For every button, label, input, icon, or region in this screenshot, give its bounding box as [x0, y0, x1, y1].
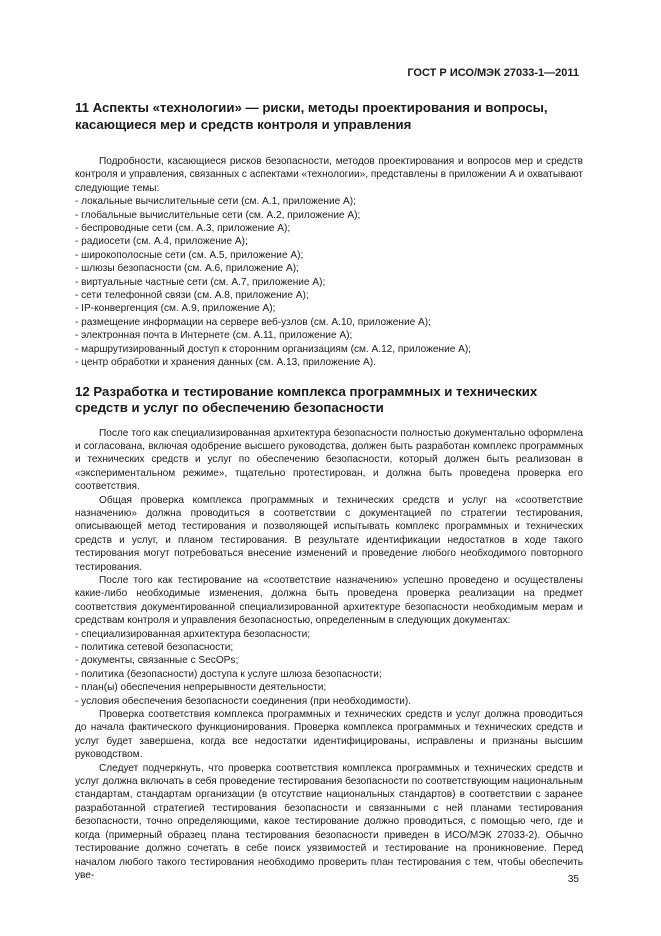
list-item: - политика сетевой безопасности; [75, 642, 234, 653]
section-11-topic-list [75, 195, 583, 369]
page-content [75, 100, 583, 882]
list-item: - размещение информации на сервере веб-узлов (см. А.10, приложение А); [75, 316, 431, 328]
section-12-paragraph-2: Общая проверка комплекса программных и технических средств и услуг на «соответствие назначению» должна проводиться в соответствии с документацией по стратегии тестирования, описывающей метод тестирования и позволяющей испытывать комплекс программных и технических средств и услуг, и планом тестирования. В результате идентификации недостатков в ходе такого тестирования могут потребоваться внесение изменений и проведение любого необходимого повторного тестирования. [75, 494, 583, 573]
list-item: - план(ы) обеспечения непрерывности деятельности; [75, 682, 327, 694]
section-12-heading-line1: 12 Разработка и тестирование комплекса программных и технических [75, 383, 538, 399]
list-item: - маршрутизированный доступ к сторонним организациям (см. А.12, приложение А); [75, 343, 472, 355]
section-12-paragraph-1: После того как специализированная архитектура безопасности полностью документально оформлена и согласована, включая одобрение высшего руководства, должен быть разработан комплекс программных и технических средств и услуг по обеспечению безопасности, который должен быть реализован в «экспериментальном режиме», тщательно протестирован, и должна быть проведена проверка его соответствия. [75, 427, 583, 493]
list-item: - электронная почта в Интернете (см. А.11, приложение А); [75, 330, 353, 342]
list-item: - документы, связанные с SecOPs; [75, 655, 239, 667]
list-item: - радиосети (см. А.4, приложение А); [75, 236, 248, 248]
list-item: - виртуальные частные сети (см. А.7, приложение А); [75, 276, 326, 288]
list-item: - центр обработки и хранения данных (см. А.13, приложение А). [75, 357, 376, 369]
section-12-paragraph-4: Проверка соответствия комплекса программных и технических средств и услуг должна проводиться до начала фактического функционирования. Проверка комплекса программных и технических средств и услуг будет завершена, когда все недостатки идентифицированы, исправлены и признаны высшим руководством. [75, 709, 583, 761]
page-number: 35 [567, 874, 579, 885]
section-11-intro: Подробности, касающиеся рисков безопасности, методов проектирования и вопросов мер и средств контроля и управления, связанных с аспектами «технологии», представлены в приложении А и охватывают следующие темы: [75, 156, 583, 194]
section-12-paragraph-5: Следует подчеркнуть, что проверка соответствия комплекса программных и технических средств и услуг должна включать в себя проведение тестирования безопасности по соответствующим национальным стандартам, стандартам организации (в отсутствие национальных стандартов) в соответствии с заранее разработанной стратегией тестирования безопасности и связанными с ней планами тестирования безопасности, точно определяющими, какое тестирование должно проводиться, с помощью чего, где и когда (примерный образец плана тестирования безопасности приведен в ИСО/МЭК 27033-2). Обычно тестирование должно сочетать в себе поиск уязвимостей и тестирование на проникновение. Перед началом любого такого тестирования необходимо проверить план тестирования с тем, чтобы обеспечить уве- [75, 762, 583, 881]
section-12-heading [75, 384, 583, 417]
list-item: - условия обеспечения безопасности соединения (при необходимости). [75, 695, 412, 707]
section-11-heading-line1: 11 Аспекты «технологии» — риски, методы проектирования и вопросы, [75, 100, 548, 115]
list-item: - шлюзы безопасности (см. А.6, приложение А); [75, 263, 299, 275]
section-12-heading-line2: средств и услуг по обеспечению безопасности [75, 400, 384, 415]
list-item: - глобальные вычислительные сети (см. А.2, приложение А); [75, 209, 361, 221]
list-item: - IP-конвергенция (см. А.9, приложение А); [75, 303, 276, 315]
section-11-heading-line2: касающиеся мер и средств контроля и управления [75, 116, 412, 132]
list-item: - политика (безопасности) доступа к услуге шлюза безопасности; [75, 668, 382, 680]
standard-designation: ГОСТ Р ИСО/МЭК 27033-1—2011 [407, 67, 579, 79]
section-11-heading [75, 100, 583, 133]
section-12-paragraph-3: После того как тестирование на «соответствие назначению» успешно проведено и осуществлены какие-либо необходимые изменения, должна быть проведена проверка реализации на предмет соответствия документированной специализированной архитектуре безопасности необходимым мерам и средствам контроля и управления безопасностью, определенным в следующих документах: [75, 574, 583, 627]
list-item: - беспроводные сети (см. А.3, приложение А); [75, 223, 291, 235]
section-12-document-list [75, 628, 583, 708]
list-item: - сети телефонной связи (см. А.8, приложение А); [75, 290, 309, 302]
list-item: - широкополосные сети (см. А.5, приложение А); [75, 249, 304, 261]
list-item: - локальные вычислительные сети (см. А.1, приложение А); [75, 196, 356, 208]
list-item: - специализированная архитектура безопасности; [75, 628, 311, 640]
